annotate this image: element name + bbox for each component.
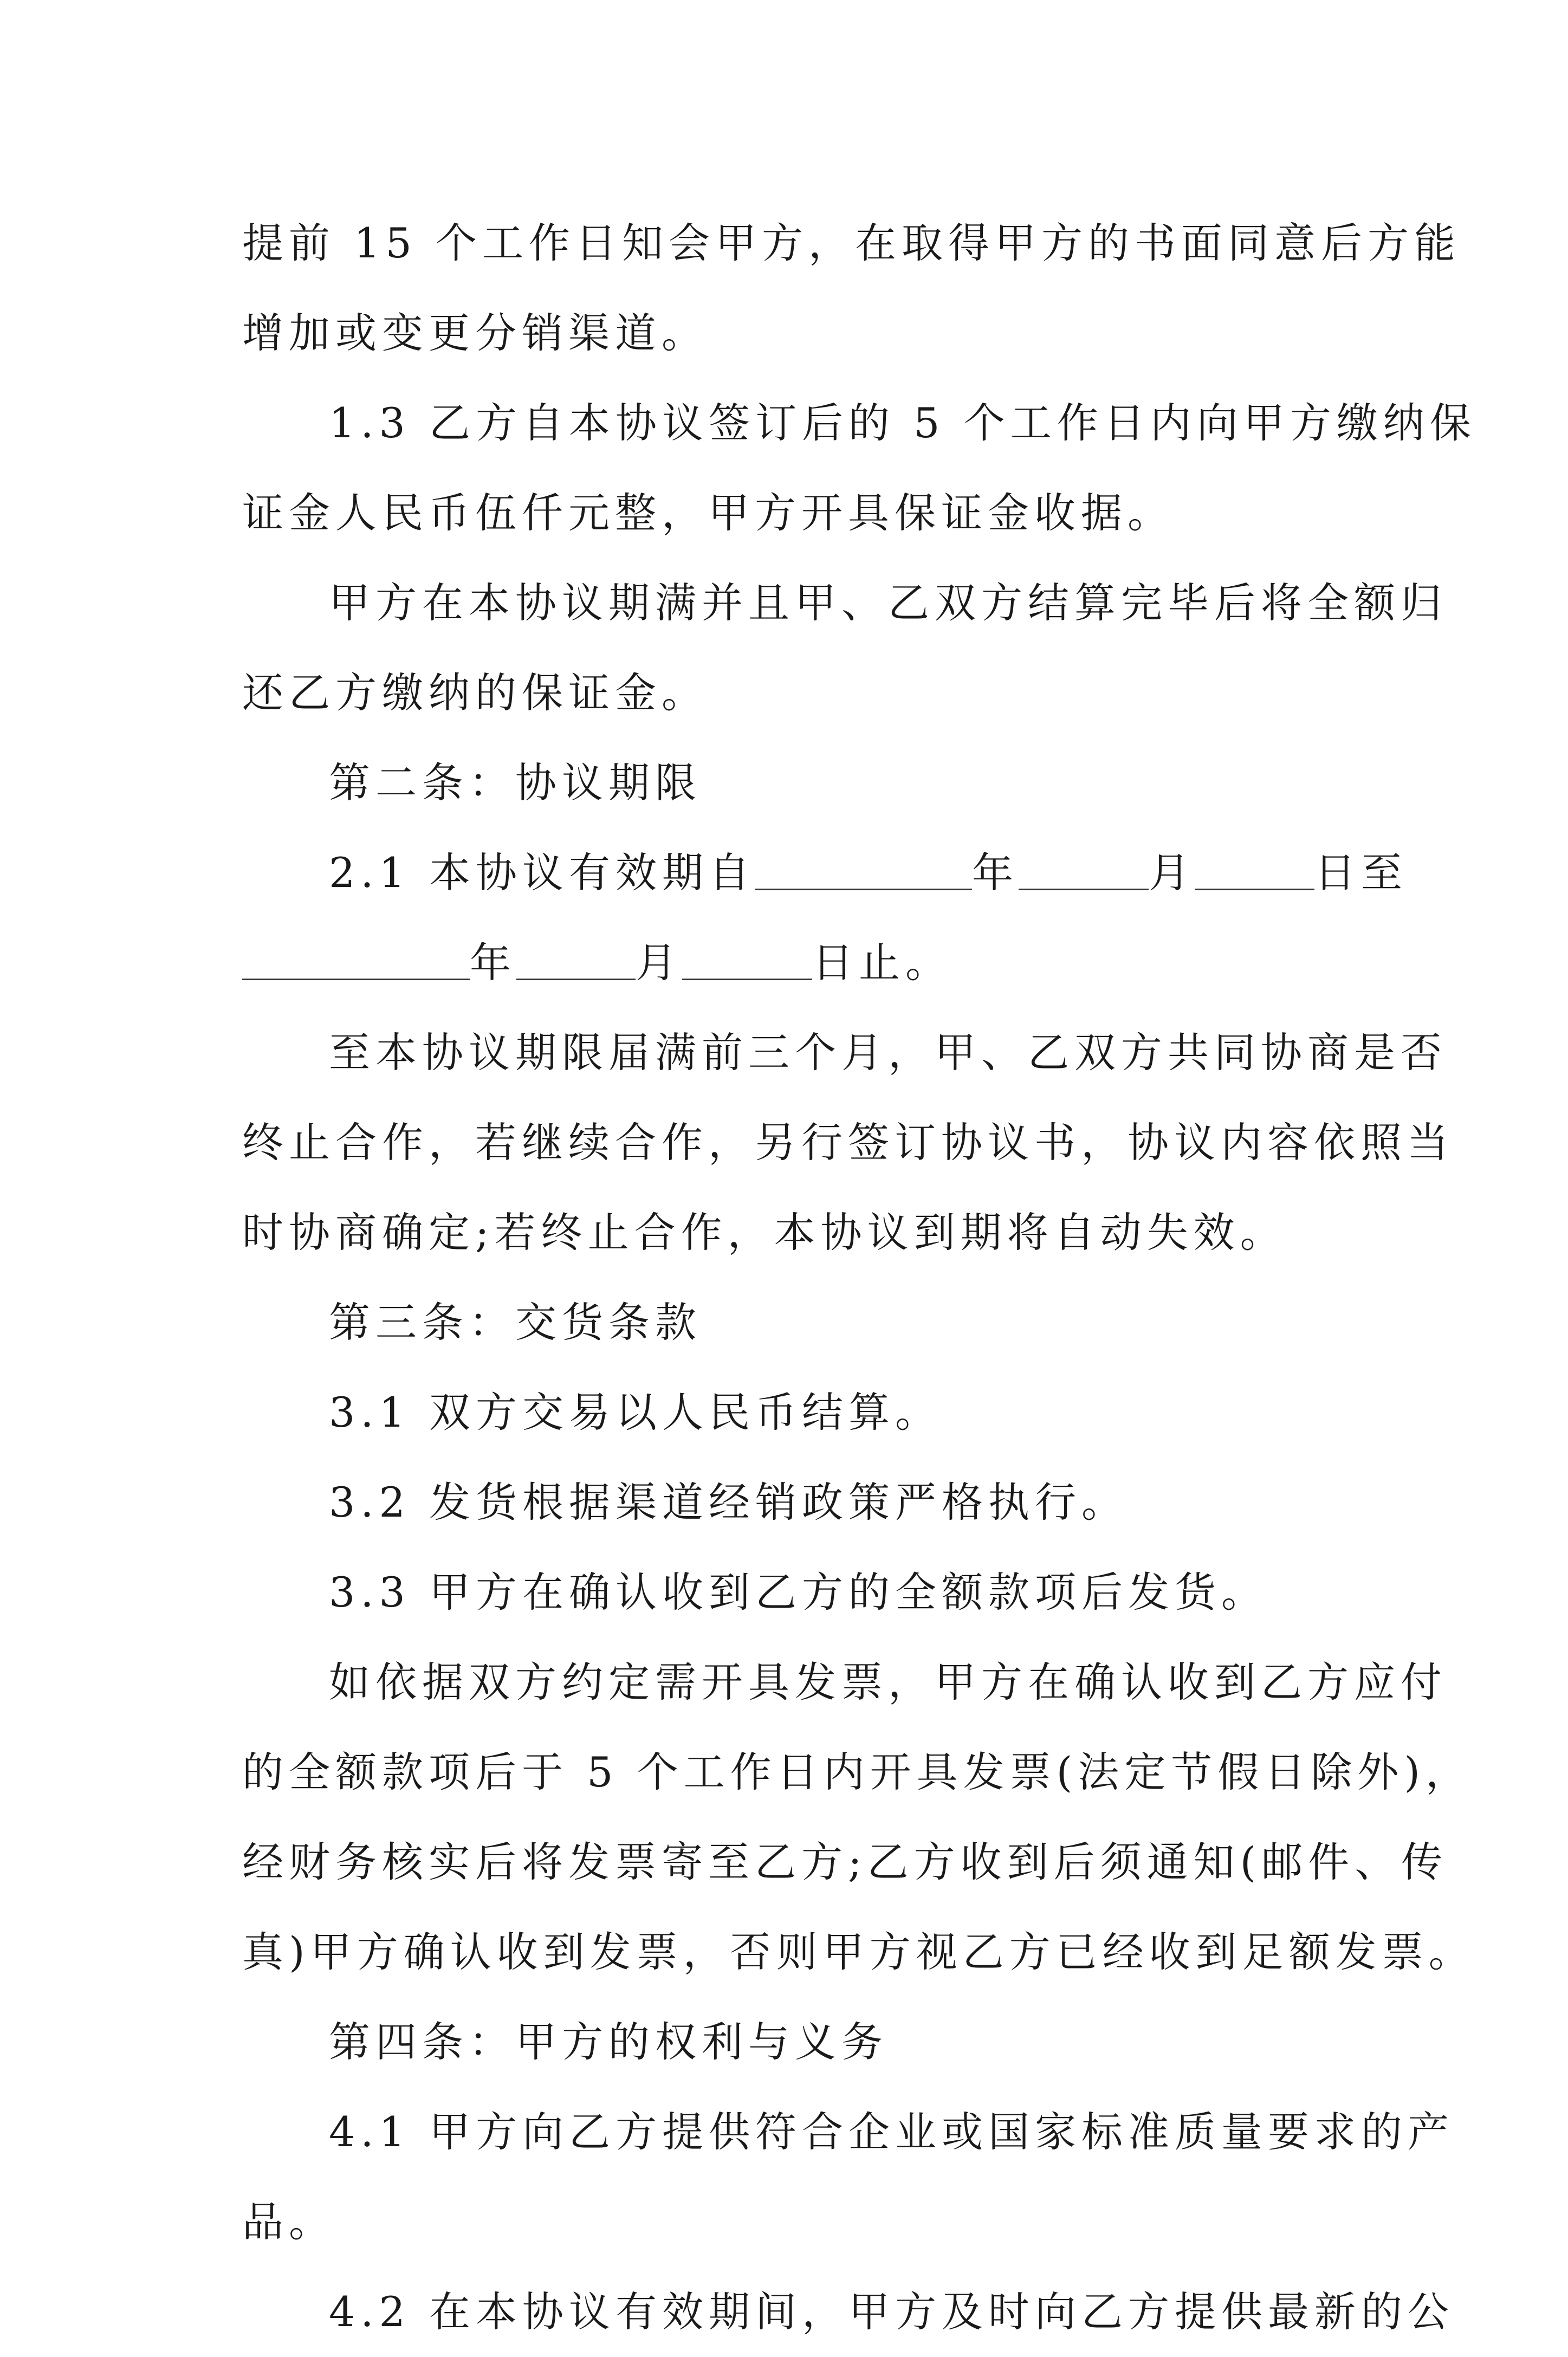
start-month-blank [1019,856,1149,890]
clause-4-1: 4.1 甲方向乙方提供符合企业或国家标准质量要求的产 [329,2108,1455,2156]
article-4-heading: 第四条：甲方的权利与义务 [329,2018,888,2066]
text-line: 增加或变更分销渠道。 [242,309,708,357]
text-line: 还乙方缴纳的保证金。 [242,669,708,717]
text-line: 的全额款项后于 5 个工作日内开具发票(法定节假日除外)， [242,1748,1472,1796]
end-year-blank [242,946,470,980]
paragraph: 至本协议期限届满前三个月，甲、乙双方共同协商是否 [329,1028,1447,1077]
document-body [242,198,1476,2357]
clause-3-3: 3.3 甲方在确认收到乙方的全额款项后发货。 [329,1568,1268,1616]
end-month-blank [516,946,636,980]
start-day-blank [1195,856,1314,890]
start-year-blank [755,856,972,890]
text-line: 时协商确定;若终止合作，本协议到期将自动失效。 [242,1208,1287,1257]
text-line: 经财务核实后将发票寄至乙方;乙方收到后须通知(邮件、传 [242,1838,1448,1886]
text-line: 提前 15 个工作日知会甲方，在取得甲方的书面同意后方能 [242,219,1461,267]
month-label: 月 [636,938,682,987]
clause-3-2: 3.2 发货根据渠道经销政策严格执行。 [329,1478,1129,1526]
clause-2-1-text: 2.1 本协议有效期自 [329,849,756,897]
clause-4-2: 4.2 在本协议有效期间，甲方及时向乙方提供最新的公 [329,2288,1455,2336]
year-label: 年 [972,849,1019,897]
text-line: 品。 [242,2198,335,2246]
clause-3-1: 3.1 双方交易以人民币结算。 [329,1388,942,1436]
day-end-label: 日止。 [812,938,952,987]
paragraph: 甲方在本协议期满并且甲、乙双方结算完毕后将全额归 [329,579,1447,627]
text-line: 证金人民币伍仟元整，甲方开具保证金收据。 [242,489,1174,537]
month-label: 月 [1149,849,1196,897]
article-2-heading: 第二条：协议期限 [329,759,702,807]
end-day-blank [682,946,812,980]
date-end-line [242,918,1364,1008]
paragraph: 如依据双方约定需开具发票，甲方在确认收到乙方应付 [329,1658,1447,1706]
clause-1-3: 1.3 乙方自本协议签订后的 5 个工作日内向甲方缴纳保 [329,399,1476,447]
day-to-label: 日至 [1314,849,1408,897]
text-line: 真)甲方确认收到发票，否则甲方视乙方已经收到足额发票。 [242,1928,1475,1976]
clause-2-1 [242,828,1408,918]
year-label: 年 [470,938,516,987]
article-3-heading: 第三条：交货条款 [329,1298,702,1346]
text-line: 终止合作，若继续合作，另行签订协议书，协议内容依照当 [242,1118,1454,1167]
